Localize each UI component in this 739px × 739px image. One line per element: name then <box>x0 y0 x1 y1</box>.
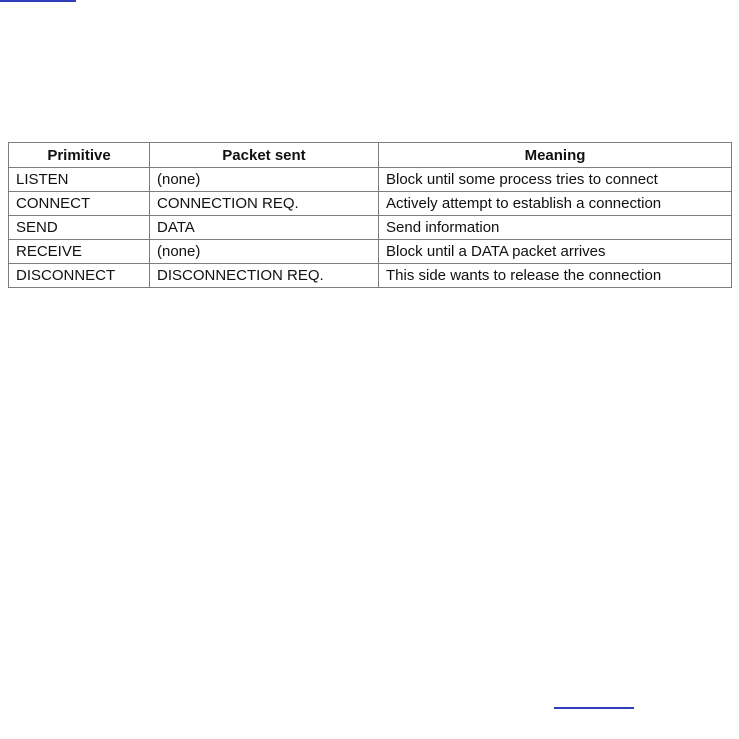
cell-packet-sent: (none) <box>150 168 379 192</box>
cell-packet-sent: (none) <box>150 240 379 264</box>
cell-meaning: This side wants to release the connection <box>379 264 732 288</box>
cell-packet-sent: CONNECTION REQ. <box>150 192 379 216</box>
cell-primitive: SEND <box>9 216 150 240</box>
header-packet-sent: Packet sent <box>150 143 379 168</box>
link-underline-bottom[interactable] <box>554 707 634 709</box>
cell-primitive: CONNECT <box>9 192 150 216</box>
table-row <box>9 264 732 288</box>
cell-primitive: LISTEN <box>9 168 150 192</box>
table-row <box>9 168 732 192</box>
cell-packet-sent: DATA <box>150 216 379 240</box>
header-meaning: Meaning <box>379 143 732 168</box>
table-row <box>9 240 732 264</box>
cell-meaning: Actively attempt to establish a connection <box>379 192 732 216</box>
table-row <box>9 192 732 216</box>
transport-primitives-table <box>8 142 732 288</box>
cell-meaning: Block until some process tries to connect <box>379 168 732 192</box>
table-row <box>9 216 732 240</box>
cell-meaning: Block until a DATA packet arrives <box>379 240 732 264</box>
cell-primitive: RECEIVE <box>9 240 150 264</box>
table-header-row <box>9 143 732 168</box>
header-primitive: Primitive <box>9 143 150 168</box>
cell-meaning: Send information <box>379 216 732 240</box>
cell-packet-sent: DISCONNECTION REQ. <box>150 264 379 288</box>
link-underline-top[interactable] <box>0 0 76 2</box>
cell-primitive: DISCONNECT <box>9 264 150 288</box>
